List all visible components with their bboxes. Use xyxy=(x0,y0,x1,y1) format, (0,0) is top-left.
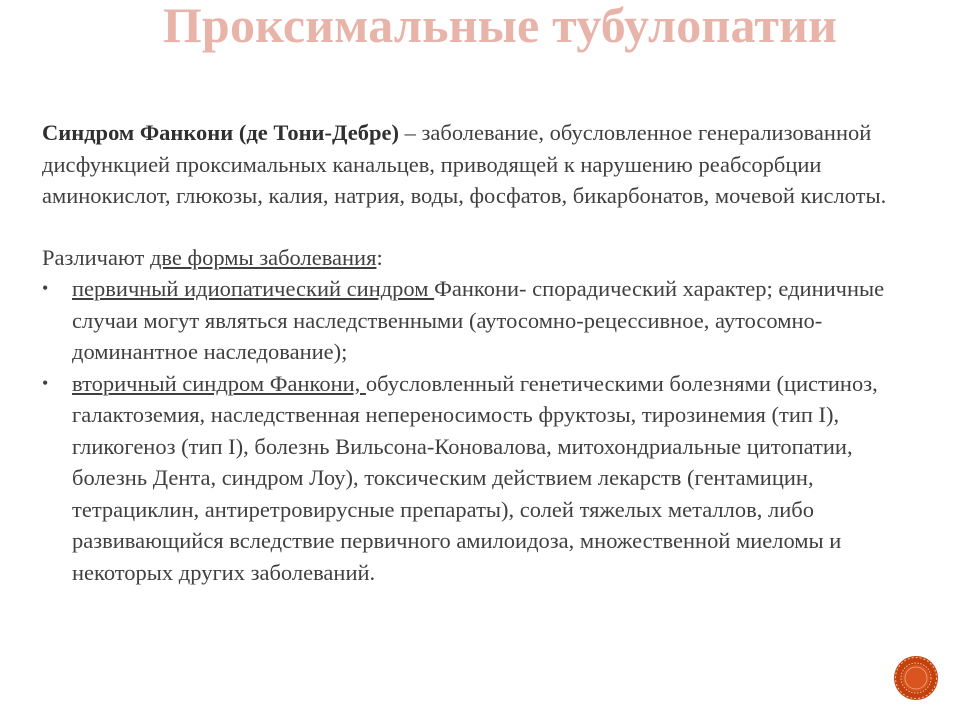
forms-lead xyxy=(42,242,932,274)
forms-lead-text: Различают xyxy=(42,244,150,270)
form-description: Фанкони- спорадический характер; единичные случаи могут являться наследственными (аутосомно-рецессивное, аутосомно-доминантное наследование); xyxy=(72,276,885,364)
badge-graphic xyxy=(893,655,939,701)
navigation-badge-icon[interactable] xyxy=(893,655,939,701)
slide-title: Проксимальные тубулопатии xyxy=(162,0,838,53)
forms-lead-underlined: две формы заболевания xyxy=(149,244,377,270)
bullet-icon xyxy=(42,368,48,400)
paragraph-spacer xyxy=(42,212,932,242)
list-item xyxy=(42,273,932,368)
forms-lead-colon: : xyxy=(376,244,383,270)
syndrome-definition: – заболевание, обусловленное генерализованной дисфункцией проксимальных канальцев, приводящей к нарушению реабсорбции аминокислот, глюкозы, калия, натрия, воды, фосфатов, бикарбонатов, мочевой кислоты. xyxy=(42,120,887,208)
list-item xyxy=(42,368,932,589)
form-title-underlined: первичный идиопатический синдром xyxy=(72,276,435,301)
slide-content xyxy=(42,117,932,588)
definition-paragraph xyxy=(42,117,932,212)
syndrome-term: Синдром Фанкони (де Тони-Дебре) xyxy=(42,120,399,145)
forms-list xyxy=(42,273,932,588)
form-title-underlined: вторичный синдром Фанкони, xyxy=(72,370,366,396)
bullet-icon xyxy=(42,273,48,305)
form-description: обусловленный генетическими болезнями (цистиноз, галактоземия, наследственная непереносимость фруктозы, тирозинемия (тип I), гликогеноз (тип I), болезнь Вильсона-Коновалова, митохондриальные цитопатии, болезнь Дента, синдром Лоу), токсическим действием лекарств (гентамицин, тетрациклин, антиретровирусные препараты), солей тяжелых металлов, либо развивающийся вследствие первичного амилоидоза, множественной миеломы и некоторых других заболеваний. xyxy=(72,370,878,585)
